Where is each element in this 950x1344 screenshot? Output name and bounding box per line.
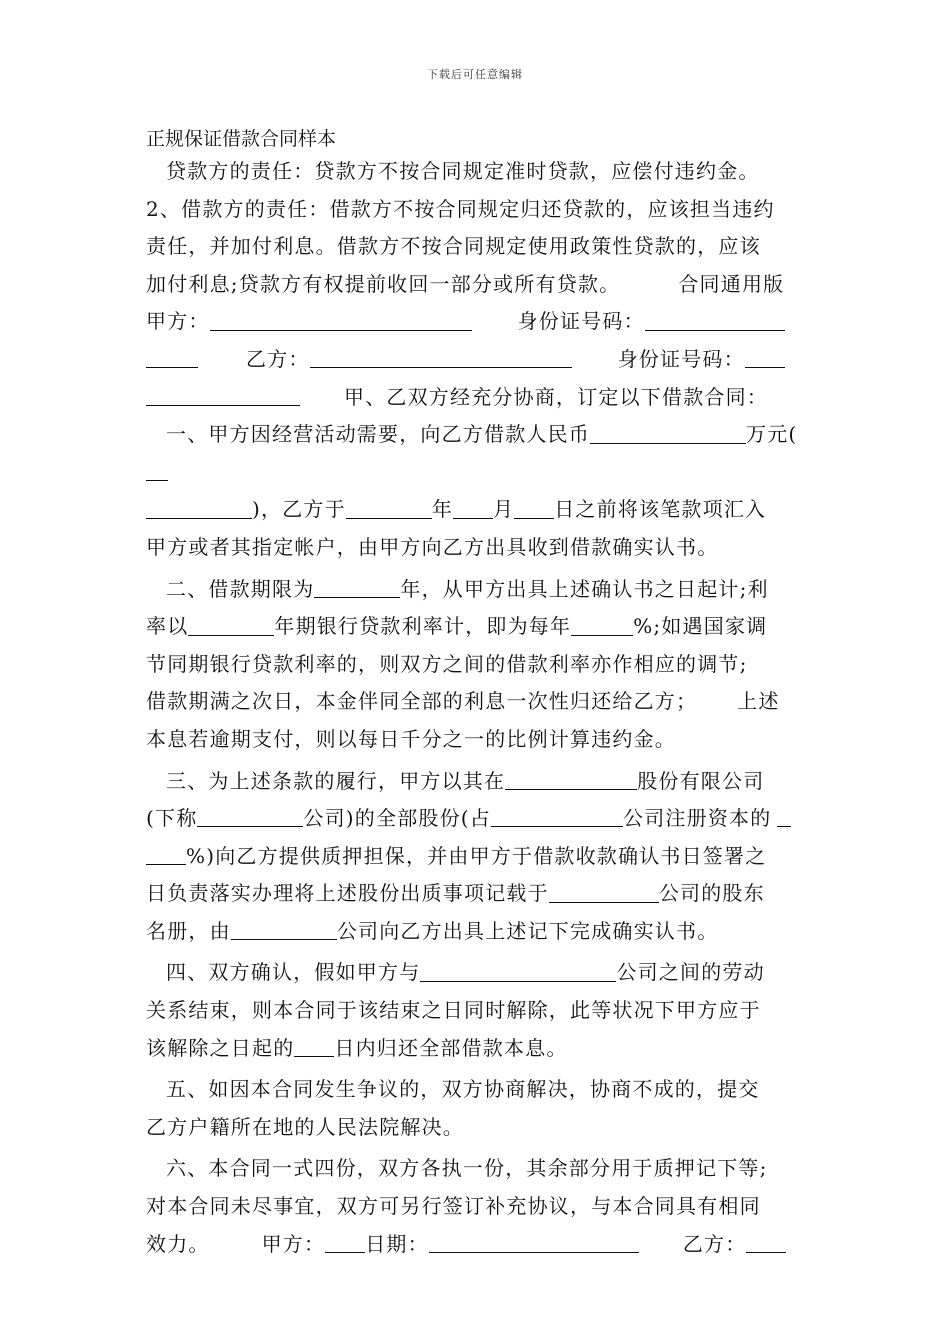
- text-span: 日之前将该笔款项汇入: [554, 497, 767, 522]
- text-span: 年: [431, 497, 454, 522]
- text-span: 本息若逾期支付，则以每日千分之一的比例计算违约金。: [146, 726, 676, 751]
- paragraph-line: [146, 379, 806, 417]
- text-span: 公司的股东: [658, 881, 765, 906]
- blank-field: [310, 346, 572, 368]
- paragraph-line: [146, 303, 806, 341]
- blank-field: [294, 1035, 334, 1057]
- text-span: %;如遇国家调: [633, 614, 768, 639]
- blank-field: [645, 309, 785, 331]
- blank-field: [590, 422, 746, 444]
- signature-party-a-label: 甲方：: [261, 1231, 326, 1256]
- paragraph-line: [146, 875, 806, 913]
- text-span: 公司注册资本的: [623, 806, 772, 831]
- blank-field: [210, 309, 472, 331]
- paragraph-line: [146, 266, 806, 304]
- paragraph-line: [146, 529, 806, 567]
- id-number-label: 身份证号码：: [617, 346, 745, 371]
- blank-field: [420, 960, 616, 982]
- text-span: )，乙方于: [252, 497, 346, 522]
- blank-field: [505, 768, 637, 790]
- text-span: 公司)的全部股份(占: [303, 806, 492, 831]
- text-span: 名册，由: [146, 918, 231, 943]
- text-span: 五、如因本合同发生争议的，双方协商解决，协商不成的，提交: [166, 1077, 760, 1102]
- blank-field: [314, 576, 400, 598]
- paragraph-line: [146, 1109, 806, 1147]
- text-span: 责任，并加付利息。借款方不按合同规定使用政策性贷款的，应该: [146, 234, 761, 259]
- paragraph-line: [146, 153, 806, 191]
- text-span: 借款期满之次日，本金伴同全部的利息一次性归还给乙方；: [146, 689, 698, 714]
- text-span: 贷款方的责任：贷款方不按合同规定准时贷款，应偿付违约金。: [166, 159, 760, 183]
- blank-field: [571, 614, 633, 636]
- paragraph-line: [146, 1030, 806, 1068]
- blank-field: [231, 918, 337, 940]
- text-span: 对本合同未尽事宜，双方可另行签订补充协议，与本合同具有相同: [146, 1194, 761, 1219]
- paragraph-line: [146, 491, 806, 529]
- date-label: 日期：: [365, 1231, 429, 1256]
- text-span: 节同期银行贷款利率的，则双方之间的借款利率亦作相应的调节;: [146, 651, 748, 676]
- text-span: 上述: [737, 689, 780, 714]
- blank-field: [146, 843, 186, 865]
- header-note: 下载后可任意编辑: [427, 68, 523, 81]
- blank-field: [746, 1231, 786, 1253]
- party-a-label: 甲方：: [146, 309, 210, 334]
- paragraph-line: [146, 1188, 806, 1226]
- id-number-label: 身份证号码：: [517, 309, 645, 334]
- paragraph-line: [146, 763, 806, 801]
- document-title: 正规保证借款合同样本: [146, 128, 337, 150]
- blank-field: [197, 805, 303, 827]
- signature-party-b-label: 乙方：: [682, 1231, 747, 1256]
- text-span: 一、甲方因经营活动需要，向乙方借款人民币: [166, 422, 590, 447]
- blank-field: [777, 805, 791, 827]
- paragraph-line: [146, 721, 806, 759]
- text-span: 日内归还全部借款本息。: [334, 1035, 568, 1060]
- text-span: 效力。: [146, 1231, 210, 1256]
- paragraph-line: [146, 646, 806, 684]
- blank-field: [549, 881, 659, 903]
- blank-field: [429, 1231, 639, 1253]
- document-body: [146, 153, 806, 1263]
- text-span: 月: [493, 497, 515, 522]
- paragraph-line: [146, 683, 806, 721]
- text-span: 合同通用版: [678, 271, 785, 296]
- paragraph-line: [146, 228, 806, 266]
- blank-field: [188, 614, 274, 636]
- text-span: 率以: [146, 614, 189, 639]
- text-span: 二、借款期限为: [166, 576, 315, 601]
- paragraph-line: [146, 992, 806, 1030]
- paragraph-line: [146, 1226, 806, 1264]
- paragraph-line: [146, 608, 806, 646]
- blank-field: [346, 497, 432, 519]
- text-span: 公司向乙方出具上述记下完成确实认书。: [336, 918, 719, 943]
- text-span: 四、双方确认，假如甲方与: [166, 960, 421, 985]
- paragraph-line: [146, 954, 806, 992]
- text-span: 该解除之日起的: [146, 1035, 295, 1060]
- party-b-label: 乙方：: [246, 346, 310, 371]
- text-span: 加付利息;贷款方有权提前收回一部分或所有贷款。: [146, 271, 621, 296]
- text-span: 六、本合同一式四份，双方各执一份，其余部分用于质押记下等;: [166, 1156, 768, 1181]
- blank-field: [453, 497, 493, 519]
- text-span: 年期银行贷款利率计，即为每年: [274, 614, 572, 639]
- text-span: 三、为上述条款的履行，甲方以其在: [166, 768, 506, 793]
- text-span: 万元(: [746, 422, 798, 447]
- blank-field: [146, 346, 198, 368]
- blank-field: [491, 805, 623, 827]
- paragraph-line: [146, 800, 806, 838]
- blank-field: [514, 497, 554, 519]
- text-span: (下称: [146, 806, 198, 831]
- paragraph-line: [146, 1150, 806, 1188]
- paragraph-line: [146, 191, 806, 229]
- blank-field: [325, 1231, 365, 1253]
- text-span: 2、借款方的责任：借款方不按合同规定归还贷款的，应该担当违约: [146, 196, 775, 221]
- text-span: 关系结束，则本合同于该结束之日同时解除，此等状况下甲方应于: [146, 998, 761, 1023]
- paragraph-line: [146, 838, 806, 876]
- paragraph-line: [146, 571, 806, 609]
- paragraph-line: [146, 1071, 806, 1109]
- paragraph-line: [146, 416, 806, 491]
- text-span: %)向乙方提供质押担保，并由甲方于借款收款确认书日签署之: [186, 843, 767, 868]
- text-span: 股份有限公司: [637, 768, 765, 793]
- text-span: 年，从甲方出具上述确认书之日起计;利: [400, 576, 769, 601]
- paragraph-line: [146, 341, 806, 379]
- text-span: 公司之间的劳动: [616, 960, 765, 985]
- blank-field: [745, 346, 785, 368]
- blank-field: [146, 384, 300, 406]
- blank-field: [146, 497, 252, 519]
- text-span: 日负责落实办理将上述股份出质事项记载于: [146, 881, 549, 906]
- blank-field: [146, 459, 168, 481]
- text-span: 甲方或者其指定帐户，由甲方向乙方出具收到借款确实认书。: [146, 534, 719, 559]
- text-span: 甲、乙双方经充分协商，订定以下借款合同：: [344, 384, 768, 409]
- paragraph-line: [146, 913, 806, 951]
- text-span: 乙方户籍所在地的人民法院解决。: [146, 1114, 464, 1139]
